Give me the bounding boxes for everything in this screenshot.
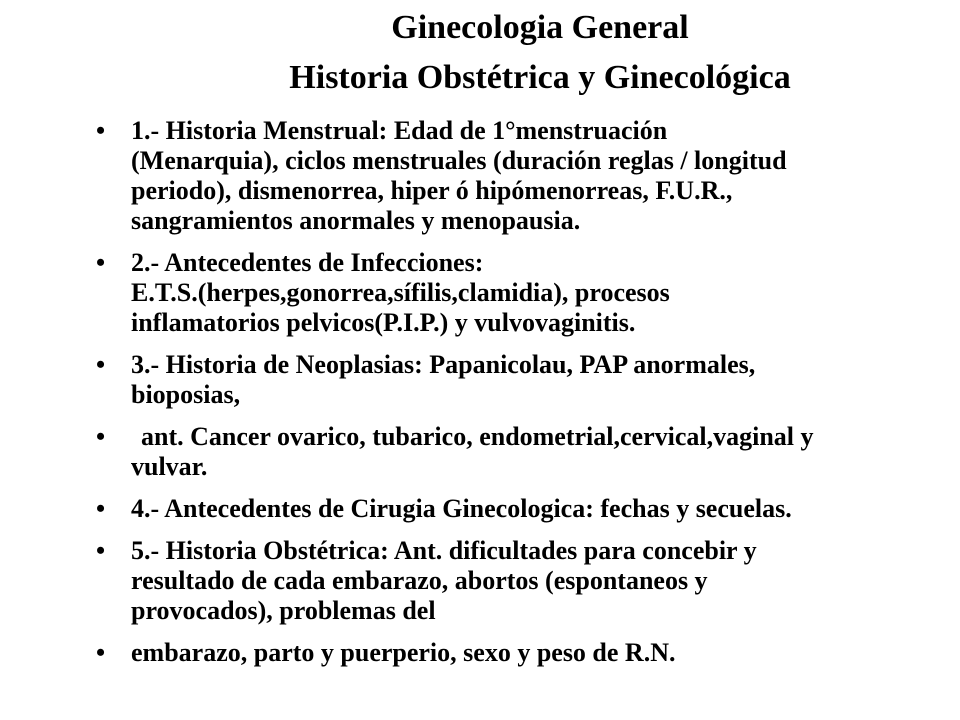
bullet-text	[131, 638, 960, 668]
bullet-line: 2.- Antecedentes de Infecciones:	[131, 248, 484, 277]
bullet-line: provocados), problemas del	[131, 596, 436, 625]
bullet-text	[131, 116, 960, 236]
bullet-icon: •	[96, 494, 106, 523]
bullet-icon: •	[96, 116, 106, 145]
bullet-text	[131, 248, 960, 338]
bullet-item-infections	[0, 248, 960, 338]
bullet-line: vulvar.	[131, 452, 208, 481]
bullet-line: E.T.S.(herpes,gonorrea,sífilis,clamidia), procesos	[131, 278, 670, 307]
bullet-item-pregnancy	[0, 638, 960, 668]
bullet-text	[131, 350, 960, 410]
bullet-line: resultado de cada embarazo, abortos (espontaneos y	[131, 566, 708, 595]
bullet-icon: •	[96, 536, 106, 565]
bullet-line: bioposias,	[131, 380, 241, 409]
bullet-list	[0, 116, 960, 668]
bullet-item-surgery	[0, 494, 960, 524]
bullet-item-neoplasias	[0, 350, 960, 410]
bullet-icon: •	[96, 638, 106, 667]
bullet-line: (Menarquia), ciclos menstruales (duración reglas / longitud	[131, 146, 787, 175]
bullet-text	[131, 494, 960, 524]
bullet-item-menstrual-history	[0, 116, 960, 236]
bullet-line: 5.- Historia Obstétrica: Ant. dificultades para concebir y	[131, 536, 757, 565]
bullet-line: 3.- Historia de Neoplasias: Papanicolau, PAP anormales,	[131, 350, 756, 379]
bullet-icon: •	[96, 350, 106, 379]
bullet-item-cancer-history	[0, 422, 960, 482]
bullet-line: 1.- Historia Menstrual: Edad de 1°menstruación	[131, 116, 668, 145]
bullet-line: 4.- Antecedentes de Cirugia Ginecologica: fechas y secuelas.	[131, 494, 792, 523]
bullet-line: inflamatorios pelvicos(P.I.P.) y vulvovaginitis.	[131, 308, 636, 337]
bullet-line: periodo), dismenorrea, hiper ó hipómenorreas, F.U.R.,	[131, 176, 733, 205]
slide-subtitle: Historia Obstétrica y Ginecológica	[289, 59, 791, 96]
bullet-item-obstetric-history	[0, 536, 960, 626]
bullet-icon: •	[96, 422, 106, 451]
bullet-text	[131, 422, 960, 482]
slide-title: Ginecologia General	[391, 9, 689, 46]
bullet-text	[131, 536, 960, 626]
bullet-icon: •	[96, 248, 106, 277]
bullet-line: embarazo, parto y puerperio, sexo y peso de R.N.	[131, 638, 676, 667]
bullet-line: ant. Cancer ovarico, tubarico, endometrial,cervical,vaginal y	[141, 422, 814, 451]
bullet-line: sangramientos anormales y menopausia.	[131, 206, 581, 235]
